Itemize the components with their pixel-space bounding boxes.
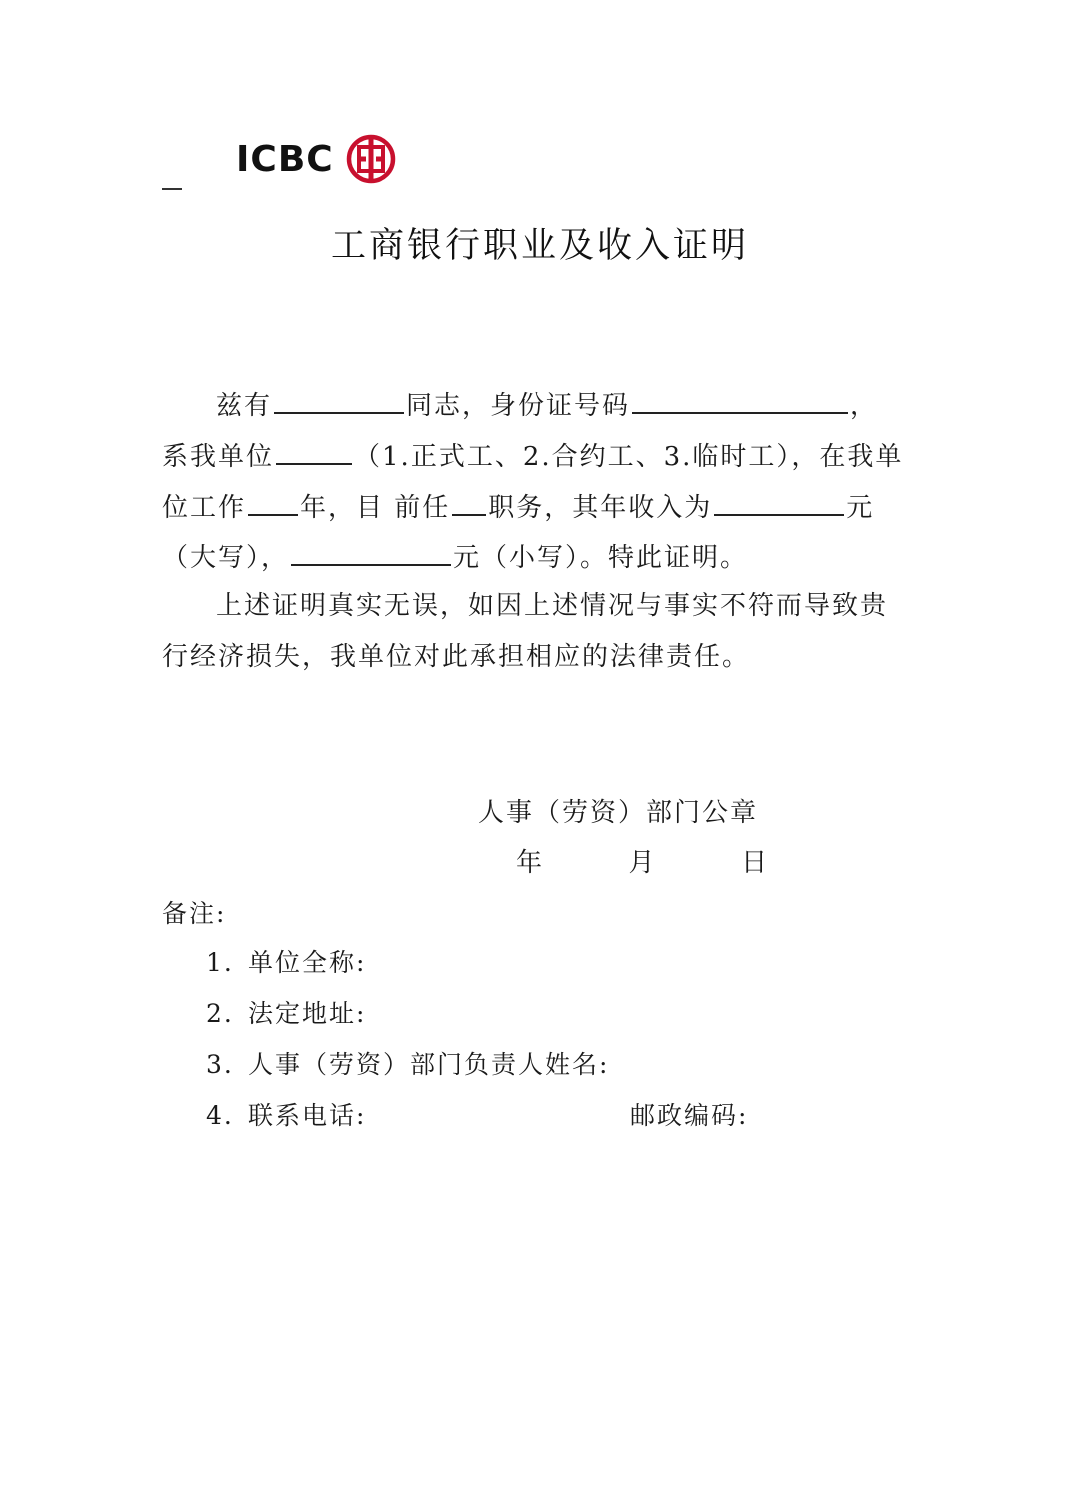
note-item (206, 994, 366, 1030)
body-line-6: 行经济损失，我单位对此承担相应的法律责任。 (162, 642, 751, 672)
document-title: 工商银行职业及收入证明 (330, 226, 749, 266)
body-line-3 (162, 488, 874, 524)
postal-code-label: 邮政编码: (630, 1101, 749, 1130)
date-line (516, 842, 769, 879)
icbc-emblem-icon (346, 134, 396, 184)
income-blank (714, 488, 844, 516)
department-seal-label: 人事（劳资）部门公章 (478, 798, 759, 828)
day-label: 日 (741, 848, 770, 878)
note-item (206, 1045, 609, 1081)
employment-type-blank (276, 437, 352, 465)
text-segment: （大写）， (162, 543, 290, 573)
years-blank (248, 488, 298, 516)
body-line-2 (162, 437, 903, 473)
margin-dash (162, 188, 182, 190)
text-segment: 位工作 (162, 493, 247, 523)
name-blank (274, 386, 404, 414)
text-segment: 元 (846, 493, 875, 523)
note-item (206, 943, 366, 979)
logo-text: ICBC (236, 138, 334, 180)
icbc-logo (236, 134, 396, 184)
position-blank (452, 488, 486, 516)
note-number: 2. (206, 999, 234, 1028)
note-label: 人事（劳资）部门负责人姓名: (248, 1050, 610, 1079)
notes-heading: 备注: (162, 899, 227, 928)
text-segment: 同志，身份证号码 (406, 391, 631, 421)
month-label: 月 (628, 848, 657, 878)
body-line-4 (162, 538, 748, 574)
note-number: 4. (206, 1101, 234, 1130)
text-segment: ， (850, 391, 879, 421)
text-segment: 年，目 前任 (300, 493, 451, 523)
note-label: 法定地址: (248, 999, 367, 1028)
note-label: 联系电话: (248, 1101, 367, 1130)
note-number: 1. (206, 948, 234, 977)
note-number: 3. (206, 1050, 234, 1079)
text-segment: 职务，其年收入为 (488, 493, 713, 523)
text-segment: （1.正式工、2.合约工、3.临时工），在我单 (354, 442, 904, 472)
text-segment: 兹有 (216, 391, 273, 421)
body-line-5: 上述证明真实无误，如因上述情况与事实不符而导致贵 (216, 591, 889, 621)
year-label: 年 (516, 848, 545, 878)
body-line-1 (216, 386, 878, 422)
text-segment: 系我单位 (162, 442, 275, 472)
id-number-blank (632, 386, 848, 414)
income-number-blank (291, 538, 451, 566)
note-item (206, 1096, 366, 1132)
text-segment: 元（小写）。特此证明。 (453, 543, 749, 573)
note-label: 单位全称: (248, 948, 367, 977)
